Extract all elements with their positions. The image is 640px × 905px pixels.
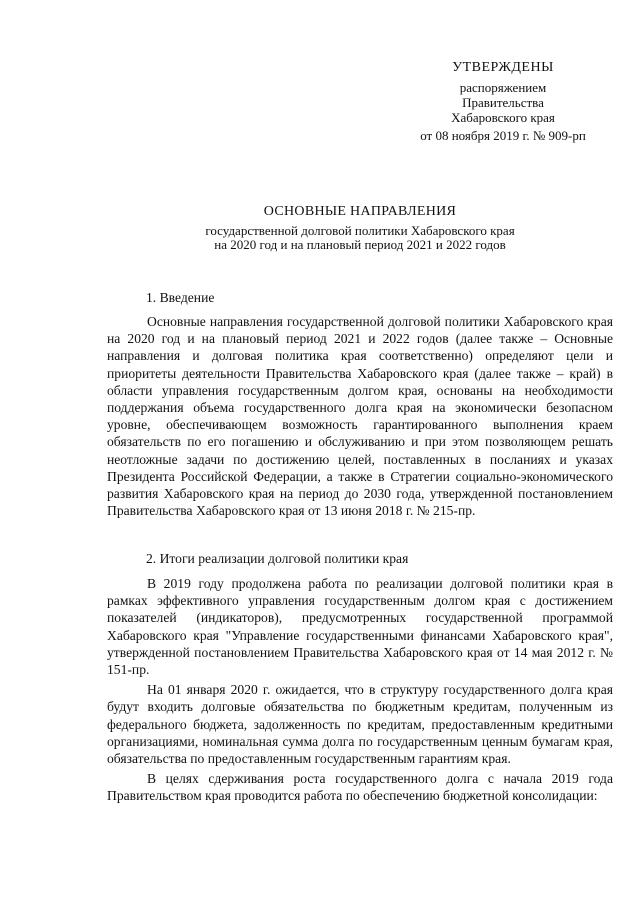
section-2-body bbox=[107, 575, 613, 805]
document-title-main: ОСНОВНЫЕ НАПРАВЛЕНИЯ bbox=[263, 204, 457, 219]
approval-line-3: Хабаровского края bbox=[451, 110, 555, 125]
document-title-subtitle-2: на 2020 год и на плановый период 2021 и 2022 годов bbox=[214, 237, 506, 252]
approval-heading: УТВЕРЖДЕНЫ bbox=[452, 60, 554, 75]
approval-stamp bbox=[398, 60, 608, 143]
section-2-paragraph-3: В целях сдерживания роста государственного долга с начала 2019 года Правительством края проводится работа по обеспечению бюджетной консолидации: bbox=[107, 771, 613, 804]
section-1-paragraph-1: Основные направления государственной долговой политики Хабаровского края на 2020 год и на плановый период 2021 и 2022 годов (далее также – Основные направления и долговая политика края соответственно) определяют цели и приоритеты деятельности Правительства Хабаровского края (далее также – край) в области управления государственным долгом края, основаны на необходимости поддержания объема государственного долга края на экономически безопасном уровне, обеспечивающем возможность гарантированного выполнения краем обязательств по его погашению и обслуживанию и при этом позволяющем решать неотложные задачи по достижению целей, поставленных в посланиях и указах Президента Российской Федерации, а также в Стратегии социально-экономического развития Хабаровского края на период до 2030 года, утвержденной постановлением Правительства Хабаровского края от 13 июня 2018 г. № 215-пр. bbox=[107, 314, 613, 519]
section-1-body bbox=[107, 313, 613, 519]
document-title-subtitle-1: государственной долговой политики Хабаровского края bbox=[205, 223, 515, 238]
section-2-paragraph-2: На 01 января 2020 г. ожидается, что в структуру государственного долга края будут входить долговые обязательства по бюджетным кредитам, полученным из федерального бюджета, задолженность по кредитам, предоставленным кредитными организациями, номинальная сумма долга по государственным ценным бумагам края, обязательства по предоставленным государственным гарантиям края. bbox=[107, 682, 613, 767]
document-title bbox=[95, 203, 625, 252]
section-2-heading: 2. Итоги реализации долговой политики края bbox=[146, 551, 409, 566]
approval-line-1: распоряжением bbox=[459, 80, 547, 95]
approval-document-reference: от 08 ноября 2019 г. № 909-рп bbox=[420, 128, 586, 143]
section-1-heading: 1. Введение bbox=[146, 290, 215, 305]
section-2-paragraph-1: В 2019 году продолжена работа по реализации долговой политики края в рамках эффективного управления государственным долгом края с достижением показателей (индикаторов), предусмотренных государственной программой Хабаровского края "Управление государственными финансами Хабаровского края", утвержденной постановлением Правительства Хабаровского края от 14 мая 2012 г. № 151-пр. bbox=[107, 576, 613, 678]
approval-line-2: Правительства bbox=[462, 95, 544, 110]
